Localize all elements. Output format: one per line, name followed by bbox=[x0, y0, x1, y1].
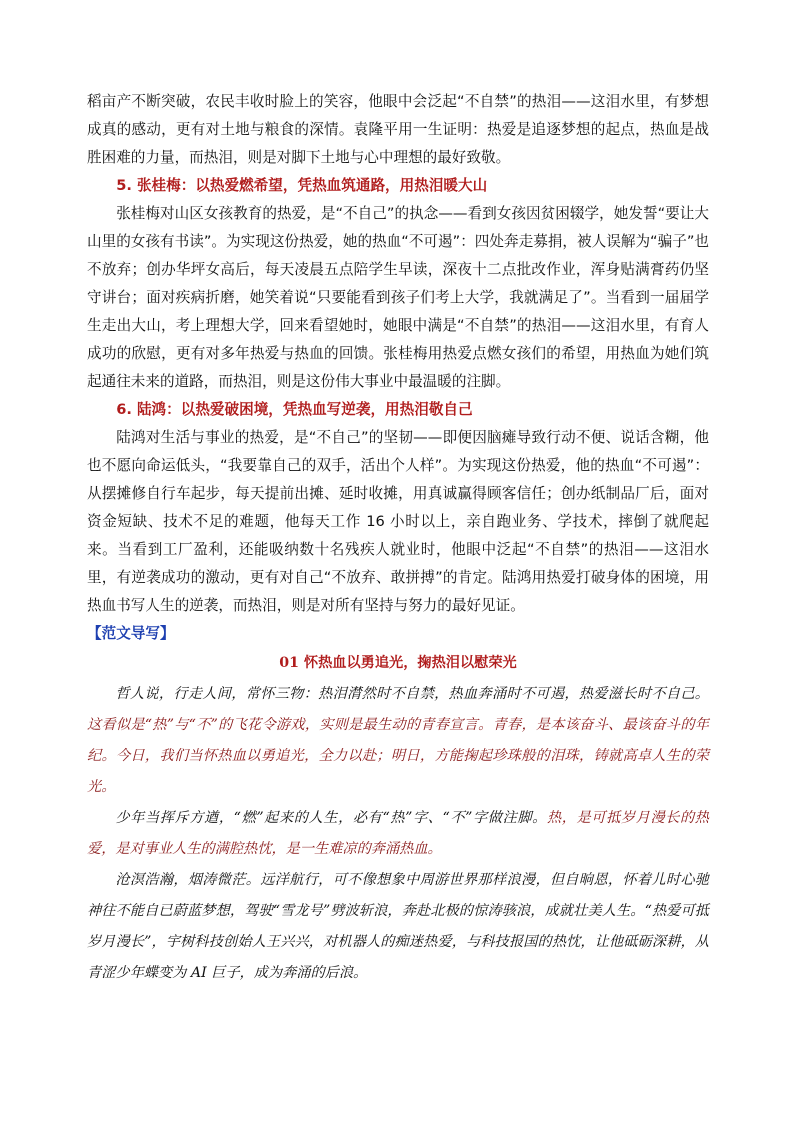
essay-paragraph-1-highlight: 这看似是“热”与“不”的飞花令游戏，实则是最生动的青春宣言。青春，是本该奋斗、最该奋斗的年纪。今日，我们当怀热血以勇追光，全力以赴；明日，方能掬起珍珠般的泪珠，铸就高卓人生的荣光。 bbox=[87, 717, 709, 795]
essay-paragraph-3: 沧溟浩瀚，烟涛微茫。远洋航行，可不像想象中周游世界那样浪漫，但自晌恩，怀着儿时心驰神往不能自已蔚蓝梦想，驾驶“雪龙号”劈波斩浪，奔赴北极的惊涛骇浪，成就壮美人生。“热爱可抵岁月漫长”，宇树科技创始人王兴兴，对机器人的痴迷热爱，与科技报国的热忱，让他砥砺深耕，从青涩少年蝶变为 AI 巨子，成为奔涌的后浪。 bbox=[87, 872, 709, 981]
section-5-paragraph: 张桂梅对山区女孩教育的热爱，是“不自己”的执念——看到女孩因贫困辍学，她发誓“要让大山里的女孩有书读”。为实现这份热爱，她的热血“不可遏”：四处奔走募捐，被人误解为“骗子”也不放弃；创办华坪女高后，每天凌晨五点陪学生早读，深夜十二点批改作业，浑身贴满膏药仍坚守讲台；面对疾病折磨，她笑着说“只要能看到孩子们考上大学，我就满足了”。当看到一届届学生走出大山，考上理想大学，回来看望她时，她眼中满是“不自禁”的热泪——这泪水里，有育人成功的欣慰，更有对多年热爱与热血的回馈。张桂梅用热爱点燃女孩们的希望，用热血为她们筑起通往未来的道路，而热泪，则是这份伟大事业中最温暖的注脚。 bbox=[87, 205, 709, 390]
essay-paragraph-1 bbox=[87, 679, 709, 803]
section-lu-hong bbox=[87, 396, 709, 620]
section-5-heading: 5. 张桂梅：以热爱燃希望，凭热血筑通路，用热泪暖大山 bbox=[116, 177, 488, 194]
essay-paragraph-2-highlight: 热，是可抵岁月漫长的热爱，是对事业人生的满腔热忱，是一生难凉的奔涌热血。 bbox=[87, 810, 709, 857]
section-6-paragraph: 陆鸿对生活与事业的热爱，是“不自己”的坚韧——即便因脑瘫导致行动不便、说话含糊，他也不愿向命运低头，“我要靠自己的双手，活出个人样”。为实现这份热爱，他的热血“不可遏”：从摆摊修自行车起步，每天提前出摊、延时收摊，用真诚赢得顾客信任；创办纸制品厂后，面对资金短缺、技术不足的难题，他每天工作 16 小时以上，亲自跑业务、学技术，摔倒了就爬起来。当看到工厂盈利，还能吸纳数十名残疾人就业时，他眼中泛起“不自禁”的热泪——这泪水里，有逆袭成功的激动，更有对自己“不放弃、敢拼搏”的肯定。陆鸿用热爱打破身体的困境，用热血书写人生的逆袭，而热泪，则是对所有坚持与努力的最好见证。 bbox=[87, 429, 709, 614]
essay-paragraph-1-plain: 哲人说，行走人间，常怀三物：热泪潸然时不自禁，热血奔涌时不可遏，热爱滋长时不自己。 bbox=[115, 686, 709, 702]
essay-title: 01 怀热血以勇追光，掬热泪以慰荣光 bbox=[279, 655, 517, 671]
essay-paragraph-2 bbox=[87, 803, 709, 865]
document-page bbox=[87, 88, 709, 989]
intro-paragraph: 稻亩产不断突破，农民丰收时脸上的笑容，他眼中会泛起“不自禁”的热泪——这泪水里，有梦想成真的感动，更有对土地与粮食的深情。袁隆平用一生证明：热爱是追逐梦想的起点，热血是战胜困难的力量，而热泪，则是对脚下土地与心中理想的最好致敬。 bbox=[87, 93, 709, 166]
model-essay-tag: 【范文导写】 bbox=[87, 625, 175, 642]
section-6-heading: 6. 陆鸿：以热爱破困境，凭热血写逆袭，用热泪敬自己 bbox=[116, 401, 473, 418]
section-zhang-guimei bbox=[87, 172, 709, 396]
essay-paragraph-2-plain: 少年当挥斥方遒，“燃”起来的人生，必有“热”字、“不”字做注脚。 bbox=[115, 810, 547, 826]
